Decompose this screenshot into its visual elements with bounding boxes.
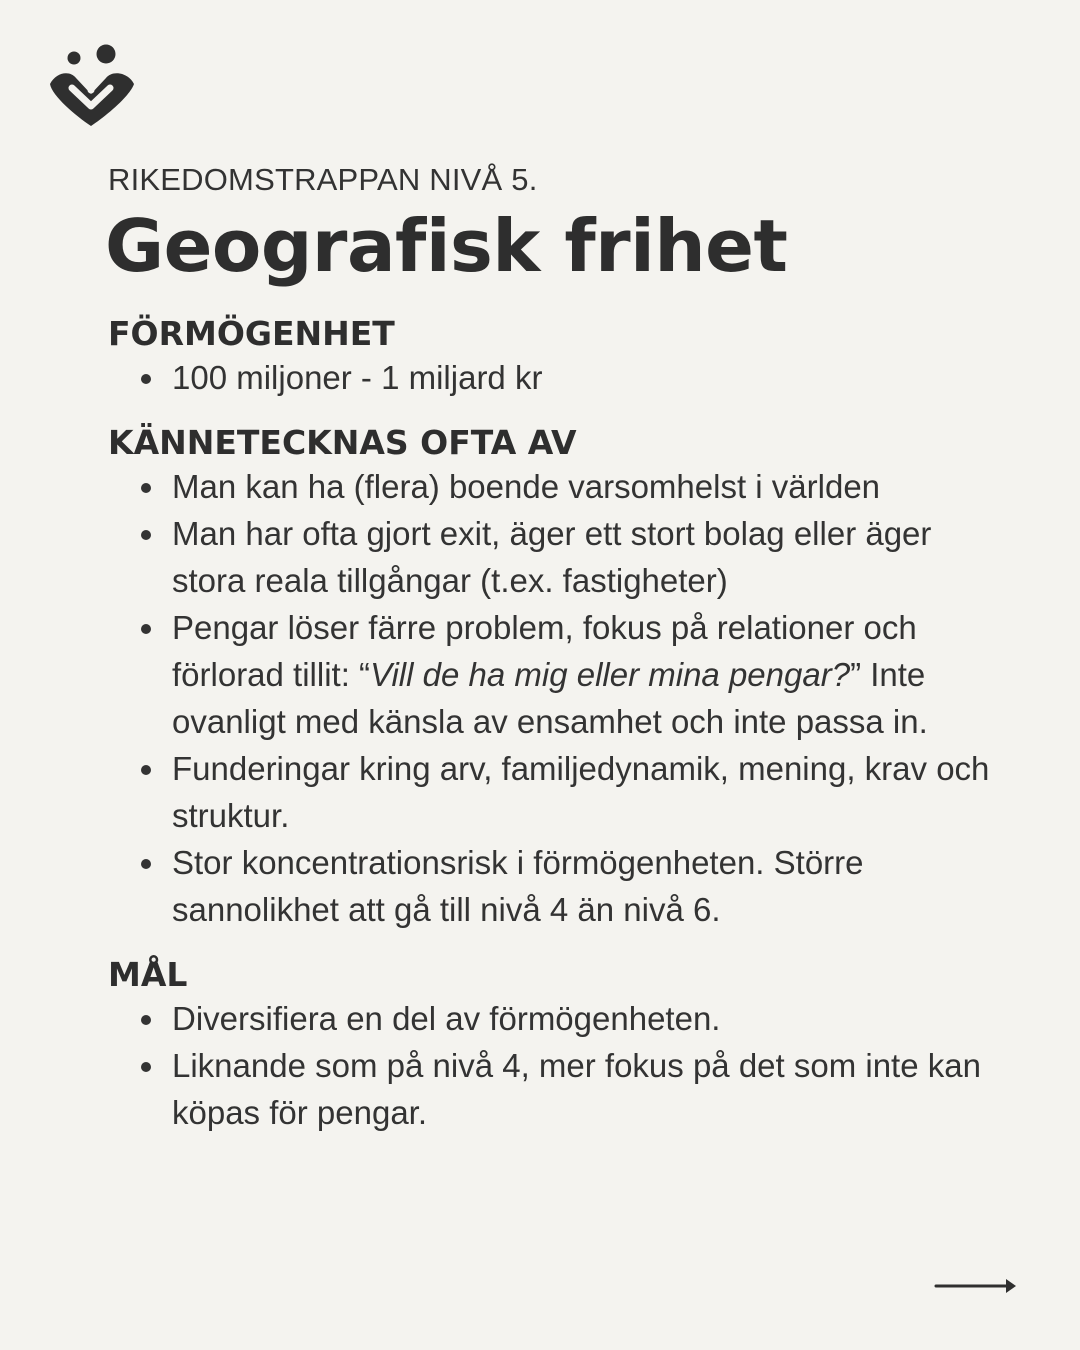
- section-heading-traits: KÄNNETECKNAS OFTA AV: [108, 423, 577, 462]
- list-item: Liknande som på nivå 4, mer fokus på det som inte kan köpas för pengar.: [108, 1042, 1008, 1136]
- page-title: Geografisk frihet: [105, 204, 788, 288]
- list-item: Man kan ha (flera) boende varsomhelst i världen: [108, 463, 1008, 510]
- list-item-text: ” Inte ovanligt med känsla av ensamhet och inte passa in.: [172, 656, 928, 740]
- wealth-list: [108, 354, 1008, 401]
- arrow-right-icon[interactable]: [934, 1276, 1018, 1296]
- eyebrow-label: RIKEDOMSTRAPPAN NIVÅ 5.: [108, 162, 538, 197]
- list-item: Funderingar kring arv, familjedynamik, mening, krav och struktur.: [108, 745, 1008, 839]
- list-item-text: Pengar löser färre problem, fokus på relationer och förlorad tillit: “: [172, 609, 917, 693]
- list-item: 100 miljoner - 1 miljard kr: [108, 354, 1008, 401]
- list-item: Stor koncentrationsrisk i förmögenheten. Större sannolikhet att gå till nivå 4 än nivå 6.: [108, 839, 1008, 933]
- section-heading-wealth: FÖRMÖGENHET: [108, 314, 395, 353]
- family-heart-logo-icon: [46, 44, 136, 126]
- main-content: [105, 162, 1008, 1158]
- traits-list: [108, 463, 1008, 933]
- section-heading-goals: MÅL: [108, 955, 188, 994]
- list-item: Diversifiera en del av förmögenheten.: [108, 995, 1008, 1042]
- goals-list: [108, 995, 1008, 1136]
- list-item: Man har ofta gjort exit, äger ett stort bolag eller äger stora reala tillgångar (t.ex. fastigheter): [108, 510, 1008, 604]
- list-item: [108, 604, 1008, 745]
- italic-quote: Vill de ha mig eller mina pengar?: [370, 656, 851, 693]
